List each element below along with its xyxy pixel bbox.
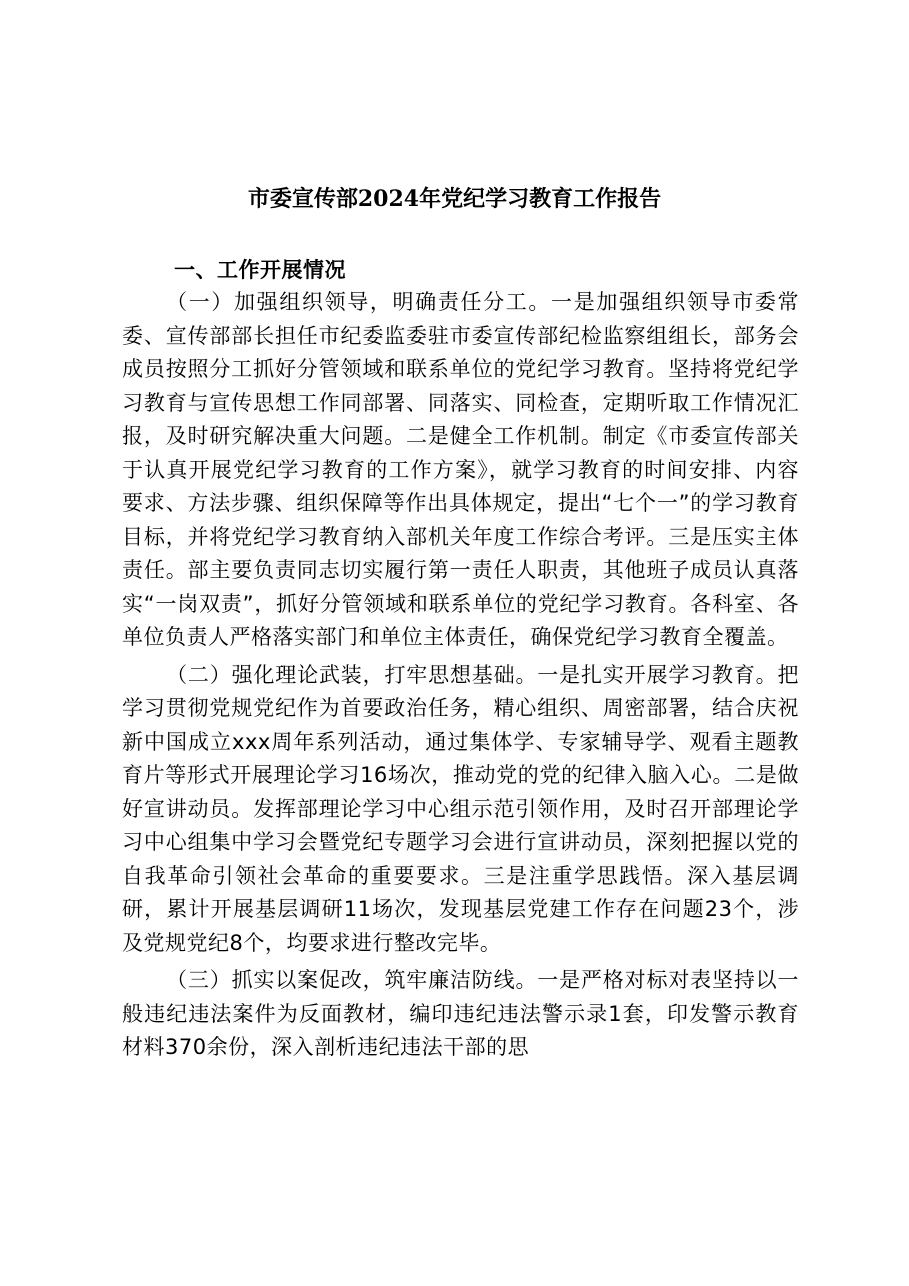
section-heading: 一、工作开展情况 [174,258,346,282]
document-body [122,254,799,1065]
paragraph-1: （一）加强组织领导，明确责任分工。一是加强组织领导市委常委、宣传部部长担任市纪委监委驻市委宣传部纪检监察组组长，部务会成员按照分工抓好分管领域和联系单位的党纪学习教育。坚持将党纪学习教育与宣传思想工作同部署、同落实、同检查，定期听取工作情况汇报，及时研究解决重大问题。二是健全工作机制。制定《市委宣传部关于认真开展党纪学习教育的工作方案》，就学习教育的时间安排、内容要求、方法步骤、组织保障等作出具体规定，提出“七个一”的学习教育目标，并将党纪学习教育纳入部机关年度工作综合考评。三是压实主体责任。部主要负责同志切实履行第一责任人职责，其他班子成员认真落实“一岗双责”，抓好分管领域和联系单位的党纪学习教育。各科室、各单位负责人严格落实部门和单位主体责任，确保党纪学习教育全覆盖。 [122,290,799,649]
paragraph-3: （三）抓实以案促改，筑牢廉洁防线。一是严格对标对表坚持以一般违纪违法案件为反面教材，编印违纪违法警示录1套，印发警示教育材料370余份，深入剖析违纪违法干部的思 [122,968,799,1059]
paragraph-2: （二）强化理论武装，打牢思想基础。一是扎实开展学习教育。把学习贯彻党规党纪作为首要政治任务，精心组织、周密部署，结合庆祝新中国成立xxx周年系列活动，通过集体学、专家辅导学、观看主题教育片等形式开展理论学习16场次，推动党的党的纪律入脑入心。二是做好宣讲动员。发挥部理论学习中心组示范引领作用，及时召开部理论学习中心组集中学习会暨党纪专题学习会进行宣讲动员，深刻把握以党的自我革命引领社会革命的重要要求。三是注重学思践悟。深入基层调研，累计开展基层调研11场次，发现基层党建工作存在问题23个，涉及党规党纪8个，均要求进行整改完毕。 [122,662,799,955]
document-title: 市委宣传部2024年党纪学习教育工作报告 [247,186,662,212]
